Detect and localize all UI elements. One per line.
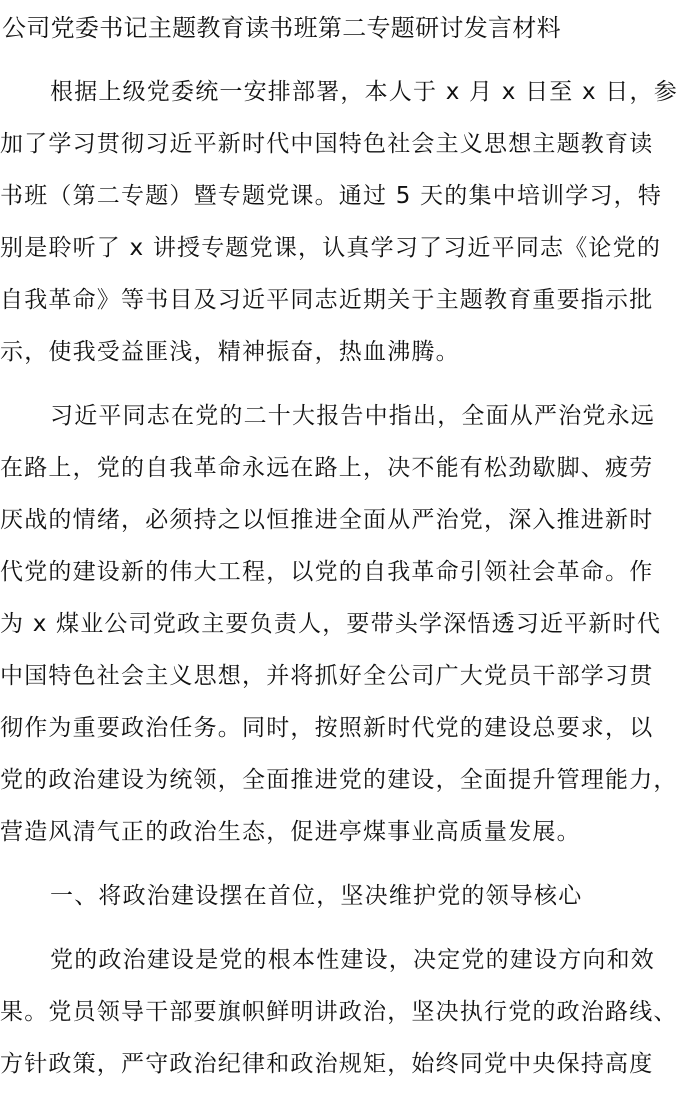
paragraph-line: 根据上级党委统一安排部署，本人于 x 月 x 日至 x 日，参 [50, 79, 678, 105]
section-heading: 一、将政治建设摆在首位，坚决维护党的领导核心 [50, 883, 583, 909]
paragraph-line: 习近平同志在党的二十大报告中指出，全面从严治党永远 [50, 403, 655, 429]
paragraph-line: 加了学习贯彻习近平新时代中国特色社会主义思想主题教育读 [0, 131, 654, 157]
paragraph-line: 别是聆听了 x 讲授专题党课，认真学习了习近平同志《论党的 [0, 235, 662, 261]
paragraph-line: 彻作为重要政治任务。同时，按照新时代党的建设总要求，以 [0, 715, 654, 741]
paragraph-line: 代党的建设新的伟大工程，以党的自我革命引领社会革命。作 [0, 559, 654, 585]
paragraph-line: 示，使我受益匪浅，精神振奋，热血沸腾。 [0, 339, 460, 365]
paragraph-line: 党的政治建设为统领，全面推进党的建设，全面提升管理能力， [0, 767, 678, 793]
paragraph-line: 为 x 煤业公司党政主要负责人，要带头学深悟透习近平新时代 [0, 611, 662, 637]
paragraph-line: 营造风清气正的政治生态，促进亭煤事业高质量发展。 [0, 819, 581, 845]
paragraph-line: 果。党员领导干部要旗帜鲜明讲政治，坚决执行党的政治路线、 [0, 999, 678, 1025]
paragraph-line: 党的政治建设是党的根本性建设，决定党的建设方向和效 [50, 947, 655, 973]
paragraph-line: 书班（第二专题）暨专题党课。通过 5 天的集中培训学习，特 [0, 183, 663, 209]
paragraph-line: 方针政策，严守政治纪律和政治规矩，始终同党中央保持高度 [0, 1051, 654, 1077]
paragraph-line: 自我革命》等书目及习近平同志近期关于主题教育重要指示批 [0, 287, 654, 313]
document-title: 公司党委书记主题教育读书班第二专题研讨发言材料 [2, 14, 561, 42]
paragraph-line: 在路上，党的自我革命永远在路上，决不能有松劲歇脚、疲劳 [0, 455, 654, 481]
paragraph-line: 中国特色社会主义思想，并将抓好全公司广大党员干部学习贯 [0, 663, 654, 689]
paragraph-line: 厌战的情绪，必须持之以恒推进全面从严治党，深入推进新时 [0, 507, 654, 533]
